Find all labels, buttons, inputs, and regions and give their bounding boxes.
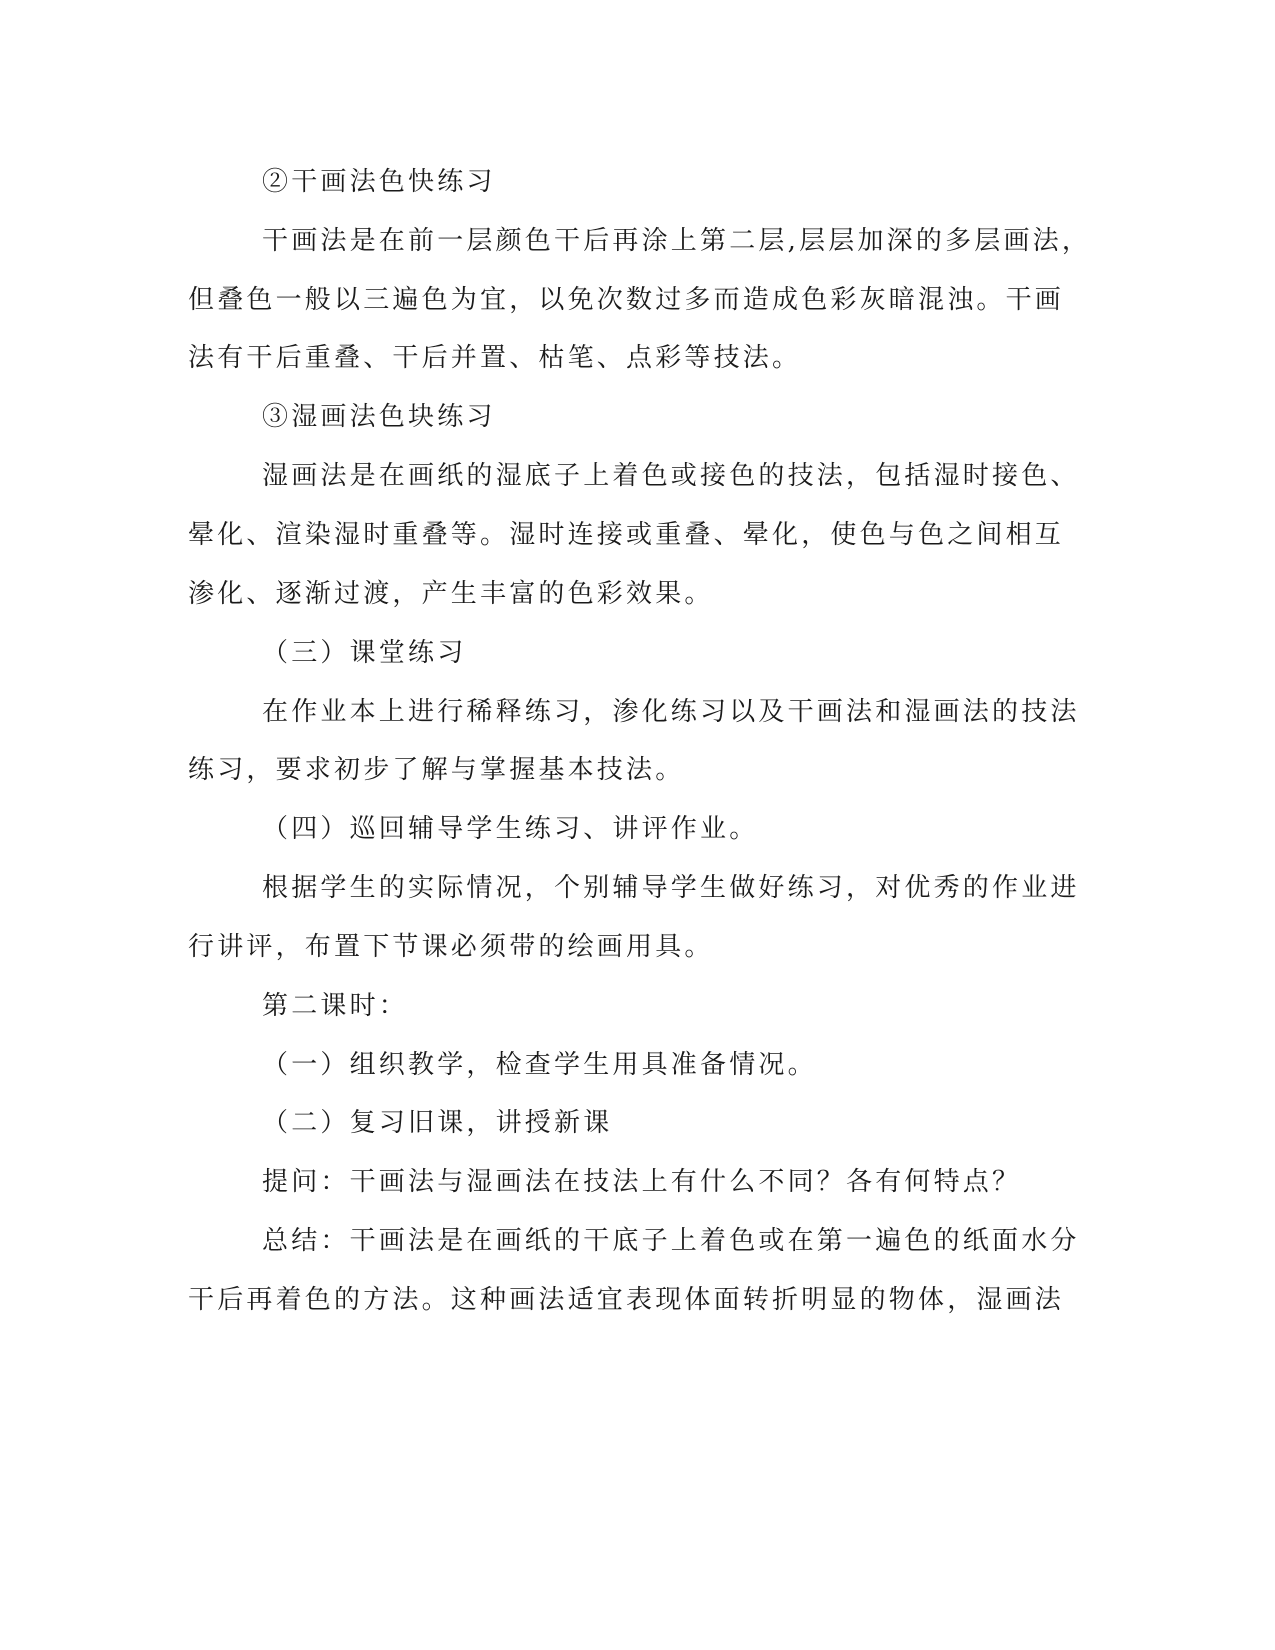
paragraph-summary: 总结：干画法是在画纸的干底子上着色或在第一遍色的纸面水分 — [262, 1226, 1080, 1256]
paragraph-line: 练习，要求初步了解与掌握基本技法。 — [188, 755, 685, 785]
paragraph-line: 湿画法是在画纸的湿底子上着色或接色的技法，包括湿时接色、 — [262, 461, 1080, 491]
paragraph-line: 干后再着色的方法。这种画法适宜表现体面转折明显的物体，湿画法 — [188, 1285, 1065, 1315]
paragraph-line: 行讲评，布置下节课必须带的绘画用具。 — [188, 932, 714, 962]
paragraph-line: 根据学生的实际情况，个别辅导学生做好练习，对优秀的作业进 — [262, 873, 1080, 903]
paragraph-line: 在作业本上进行稀释练习，渗化练习以及干画法和湿画法的技法 — [262, 697, 1080, 727]
paragraph-line: 但叠色一般以三遍色为宜，以免次数过多而造成色彩灰暗混浊。干画 — [188, 285, 1065, 315]
paragraph-question: 提问：干画法与湿画法在技法上有什么不同？各有何特点？ — [262, 1167, 1022, 1197]
heading-dry-painting-practice: ②干画法色快练习 — [262, 167, 496, 197]
heading-second-lesson: 第二课时： — [262, 991, 409, 1021]
paragraph-line: 晕化、渲染湿时重叠等。湿时连接或重叠、晕化，使色与色之间相互 — [188, 520, 1065, 550]
heading-review-lesson: （二）复习旧课，讲授新课 — [262, 1108, 613, 1138]
paragraph-line: 渗化、逐渐过渡，产生丰富的色彩效果。 — [188, 579, 714, 609]
heading-tutoring: （四）巡回辅导学生练习、讲评作业。 — [262, 814, 759, 844]
paragraph-line: 法有干后重叠、干后并置、枯笔、点彩等技法。 — [188, 343, 802, 373]
paragraph-line: 干画法是在前一层颜色干后再涂上第二层,层层加深的多层画法， — [262, 226, 1092, 256]
heading-organize-teaching: （一）组织教学，检查学生用具准备情况。 — [262, 1050, 817, 1080]
heading-classroom-practice: （三）课堂练习 — [262, 638, 467, 668]
heading-wet-painting-practice: ③湿画法色块练习 — [262, 402, 496, 432]
